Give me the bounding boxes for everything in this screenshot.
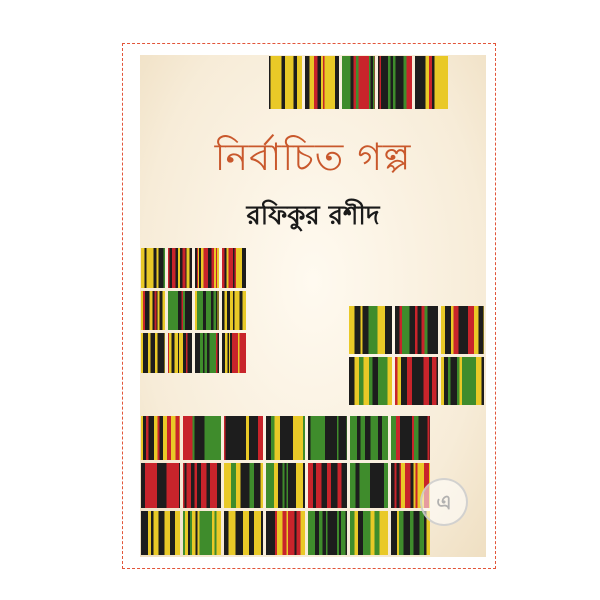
pattern-tile [391, 511, 430, 555]
book-author: রফিকুর রশীদ [246, 201, 380, 231]
pattern-tile [308, 463, 347, 507]
pattern-tile [222, 333, 246, 373]
pattern-tile [141, 333, 165, 373]
pattern-tile [378, 56, 411, 109]
pattern-tile [305, 56, 338, 109]
pattern-tile [441, 357, 484, 405]
pattern-tile [308, 416, 347, 460]
pattern-tile [349, 306, 392, 354]
pattern-tile [224, 511, 263, 555]
pattern-tile [266, 416, 305, 460]
pattern-tile [141, 416, 180, 460]
pattern-tile [141, 248, 165, 288]
pattern-tile [141, 291, 165, 331]
pattern-block-right [348, 305, 486, 407]
pattern-tile [168, 333, 192, 373]
pattern-tile [441, 306, 484, 354]
pattern-tile [222, 291, 246, 331]
pattern-tile [269, 56, 302, 109]
pattern-tile [224, 463, 263, 507]
pattern-tile [141, 463, 180, 507]
pattern-tile [266, 463, 305, 507]
pattern-tile [183, 511, 222, 555]
pattern-tile [395, 306, 438, 354]
pattern-block-bottom [140, 415, 432, 557]
pattern-tile [308, 511, 347, 555]
pattern-tile [224, 416, 263, 460]
pattern-tile [222, 248, 246, 288]
pattern-tile [168, 248, 192, 288]
pattern-block-top [268, 55, 450, 111]
pattern-tile [183, 416, 222, 460]
watermark-logo: এ [420, 478, 468, 526]
book-title: নির্বাচিত গল্প [214, 135, 412, 179]
book-cover [140, 55, 486, 557]
pattern-tile [350, 463, 389, 507]
pattern-tile [168, 291, 192, 331]
pattern-tile [350, 416, 389, 460]
pattern-tile [266, 511, 305, 555]
pattern-tile [391, 416, 430, 460]
pattern-tile [415, 56, 448, 109]
pattern-block-left [140, 247, 248, 375]
pattern-tile [195, 248, 219, 288]
pattern-tile [350, 511, 389, 555]
pattern-tile [195, 333, 219, 373]
pattern-tile [141, 511, 180, 555]
pattern-tile [349, 357, 392, 405]
pattern-tile [395, 357, 438, 405]
pattern-tile [195, 291, 219, 331]
pattern-tile [342, 56, 375, 109]
pattern-tile [183, 463, 222, 507]
